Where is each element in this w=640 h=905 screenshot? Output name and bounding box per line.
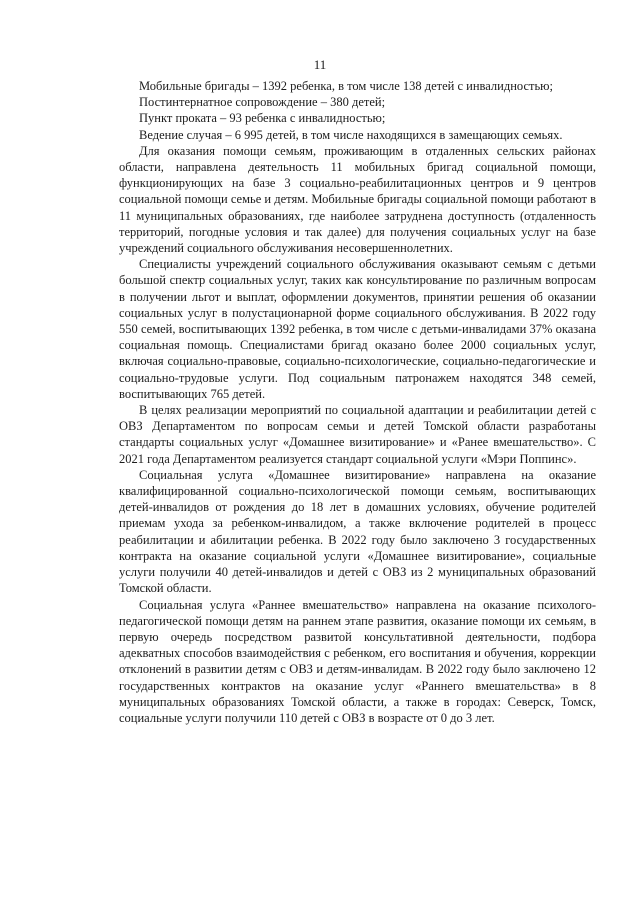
paragraph-specialists-services: Специалисты учреждений социального обслуживания оказывают семьям с детьми большой спектр социальных услуг, таких как консультирование по различным вопросам в получении льгот и выплат, оформлении документов, принятии решения об оказании социальных услуг в полустационарной форме социального обслуживания. В 2022 году 550 семей, воспитывающих 1392 ребенка, в том числе с детьми-инвалидами 37% оказана социальная помощь. Специалистами бригад оказано более 2000 социальных услуг, включая социально-правовые, социально-психологические, социально-педагогические и социально-трудовые услуги. Под социальным патронажем находятся 348 семей, воспитывающих 765 детей. bbox=[119, 257, 596, 401]
paragraph-adaptation-standards: В целях реализации мероприятий по социальной адаптации и реабилитации детей с ОВЗ Департаментом по вопросам семьи и детей Томской области разработаны стандарты социальных услуг «Домашнее визитирование» и «Ранее вмешательство». С 2021 года Департаментом реализуется стандарт социальной услуги «Мэри Поппинс». bbox=[119, 403, 596, 466]
paragraph-early-intervention: Социальная услуга «Раннее вмешательство» направлена на оказание психолого-педагогической помощи детям на раннем этапе развития, оказание помощи их семьям, в первую очередь посредством развитой консультативной деятельности, подбора адекватных способов взаимодействия с ребенком, его воспитания и обучения, коррекции отклонений в развитии детям с ОВЗ и детям-инвалидам. В 2022 году было заключено 12 государственных контрактов на оказание услуг «Раннего вмешательства» в 8 муниципальных образованиях Томской области, а также в городах: Северск, Томск, социальные услуги получили 110 детей с ОВЗ в возрасте от 0 до 3 лет. bbox=[119, 597, 596, 725]
paragraph-remote-areas-help: Для оказания помощи семьям, проживающим в отдаленных сельских районах области, направлена деятельность 11 мобильных бригад социальной помощи, функционирующих на базе 3 социально-реабилитационных центров и 9 центров социальной помощи семье и детям. Мобильные бригады социальной помощи работают в 11 муниципальных образованиях, где наиболее затруднена доступность (отдаленность территорий, погодные условия и так далее) для получения социальных услуг на базе учреждений социального обслуживания несовершеннолетних. bbox=[119, 143, 596, 256]
paragraph-post-boarding-support: Постинтернатное сопровождение – 380 детей; bbox=[139, 95, 386, 110]
paragraph-case-management: Ведение случая – 6 995 детей, в том числе находящихся в замещающих семьях. bbox=[139, 127, 563, 142]
page-number: 11 bbox=[313, 57, 327, 72]
paragraph-rental-point: Пункт проката – 93 ребенка с инвалидностью; bbox=[139, 111, 386, 126]
paragraph-mobile-brigades: Мобильные бригады – 1392 ребенка, в том числе 138 детей с инвалидностью; bbox=[139, 79, 553, 93]
document-body bbox=[119, 78, 596, 726]
paragraph-home-visiting: Социальная услуга «Домашнее визитирование» направлена на оказание квалифицированной социально-психологической помощи семьям, воспитывающих детей-инвалидов от рождения до 18 лет в домашних условиях, обучение родителей приемам ухода за ребенком-инвалидом, а также включение родителей в процесс реабилитации и абилитации ребенка. В 2022 году было заключено 3 государственных контракта на оказание социальной услуги «Домашнее визитирование», социальные услуги получили 40 детей-инвалидов и детей с ОВЗ из 2 муниципальных образований Томской области. bbox=[119, 467, 596, 596]
